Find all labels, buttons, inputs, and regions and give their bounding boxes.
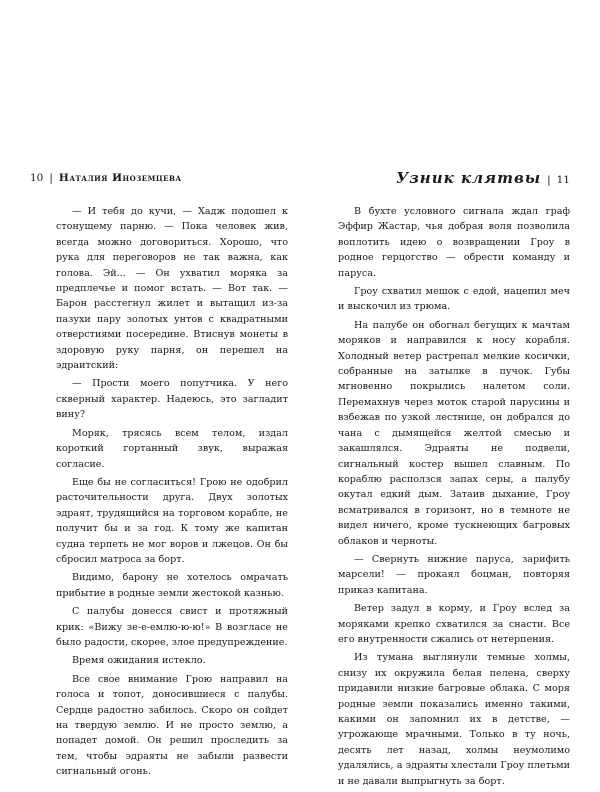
right-running-header <box>396 170 570 188</box>
header-separator: | <box>49 172 53 184</box>
left-running-header <box>30 170 182 186</box>
paragraph: — Прости моего попутчика. У него скверный характер. Надеюсь, это загладит вину? <box>56 378 288 421</box>
header-separator: | <box>547 174 551 186</box>
left-page-body <box>56 204 288 783</box>
right-page-body <box>338 204 570 792</box>
paragraph: — И тебя до кучи, — Хадж подошел к стонущему парню. — Пока человек жив, всегда можно договориться. Хорошо, что рука для переговоров не так важна, как голова. Эй... — Он ухватил моряка за предплечье и помог встать. — Вот так. — Барон расстегнул жилет и вытащил из-за пазухи пару золотых унтов с квадратными отверстиями посередине. Втиснув монеты в здоровую руку парня, он перешел на эдраитский: <box>56 206 288 372</box>
left-page-number: 10 <box>30 172 44 184</box>
paragraph: Все свое внимание Грою направил на голоса и топот, доносившиеся с палубы. Сердце радостно забилось. Скоро он сойдет на твердую землю. И не просто землю, а попадет домой. Он решил проследить за тем, чтобы эдраяты не забыли развести сигнальный огонь. <box>56 673 288 778</box>
paragraph: Ветер задул в корму, и Гроу вслед за моряками крепко схватился за снасти. Все его внутренности сжались от нетерпения. <box>338 603 570 645</box>
paragraph: Гроу схватил мешок с едой, нацепил меч и выскочил из трюма. <box>338 286 570 313</box>
paragraph: Видимо, барону не хотелось омрачать прибытие в родные земли жестокой казнью. <box>56 572 288 599</box>
paragraph: Моряк, трясясь всем телом, издал короткий гортанный звук, выражая согласие. <box>56 427 288 470</box>
book-title: Узник клятвы <box>396 169 542 187</box>
paragraph: Время ожидания истекло. <box>72 655 206 667</box>
paragraph: Еще бы не согласиться! Грою не одобрил расточительности друга. Двух золотых эдраят, трудящийся на торговом корабле, не получит бы и за год. К тому же капитан судна терпеть не мог воров и лжецов. Он бы сбросил матроса за борт. <box>56 476 288 565</box>
paragraph: На палубе он обогнал бегущих к мачтам моряков и направился к носу корабля. Холодный ветер растрепал мелкие косички, собранные на затылке в пучок. Губы мгновенно покрылись налетом соли. Перемахнув через моток старой парусины и взбежав по узкой лестнице, он добрался до чана с дымящейся желтой смесью и закашлялся. Эдраяты не подвели, сигнальный костер вышел славным. По кораблю расползся запах серы, а палубу окутал едкий дым. Затаив дыхание, Гроу всматривался в горизонт, но в темноте не видел ничего, кроме тускнеющих багровых облаков и черноты. <box>338 319 570 547</box>
paragraph: В бухте условного сигнала ждал граф Эффир Жастар, чья добрая воля позволила воплотить идею о возвращении Гроу в родное герцогство — обрести команду и паруса. <box>338 206 570 279</box>
paragraph: — Свернуть нижние паруса, зарифить марсели! — прокаял боцман, повторяя приказ капитана. <box>338 553 570 596</box>
right-page-number: 11 <box>556 174 570 186</box>
paragraph: С палубы донесся свист и протяжный крик: «Вижу зе-е-емлю-ю-ю!» В возгласе не было радости, скорее, злое предупреждение. <box>56 606 288 648</box>
author-name: Наталия Иноземцева <box>58 172 182 184</box>
paragraph: Из тумана выглянули темные холмы, снизу их окружила белая пелена, сверху придавили низкие багровые облака. С моря родные земли показались именно такими, какими он запомнил их в детстве, — угрожающе мрачными. Только в ту ночь, десять лет назад, холмы неумолимо удалялись, а эдраяты хлестали Гроу плетьми и не давали выпрыгнуть за борт. <box>338 652 570 787</box>
